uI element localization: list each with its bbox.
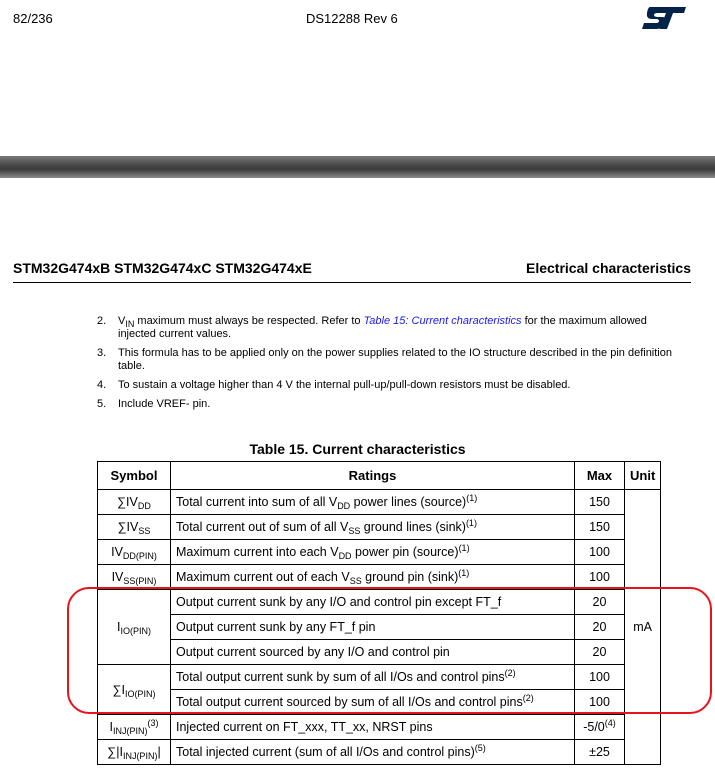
- current-characteristics-table: [97, 461, 661, 765]
- max-cell: 20: [575, 590, 625, 615]
- header-ratings: Ratings: [171, 462, 575, 490]
- header-max: Max: [575, 462, 625, 490]
- symbol-cell: $\sum I_{IO(PIN)}$: [98, 665, 171, 715]
- table-row: [98, 740, 661, 765]
- rating-cell: Total current out of sum of all $V_{SS}$ ground lines $(\sin k)^{(1)}$: [171, 515, 575, 540]
- max-cell: 150: [575, 490, 625, 515]
- table-row: [98, 665, 661, 690]
- max-cell: ±25: [575, 740, 625, 765]
- max-cell: -5/0$^{(4)}$: [575, 715, 625, 740]
- max-cell: 100: [575, 690, 625, 715]
- section-rule: [13, 282, 691, 283]
- max-cell: 100: [575, 565, 625, 590]
- page-divider-band: [0, 156, 715, 178]
- table-row: [98, 565, 661, 590]
- symbol-cell: $IV_{SS(PIN)}$: [98, 565, 171, 590]
- rating-cell: Injected current on FT_xxx, TT_xx, NRST pins: [171, 715, 575, 740]
- table-row: [98, 715, 661, 740]
- page-number: 82/236: [13, 11, 53, 26]
- table-15-link[interactable]: Table 15: Current characteristics: [363, 315, 522, 327]
- footnote: 3. This formula has to be applied only on the power supplies related to the IO structure described in the pin definition table.: [97, 347, 672, 372]
- table-row: [98, 640, 661, 665]
- table-header-row: [98, 462, 661, 490]
- symbol-cell: $IV_{DD(PIN)}$: [98, 540, 171, 565]
- st-logo: [640, 5, 688, 36]
- table-row: [98, 590, 661, 615]
- max-cell: 20: [575, 615, 625, 640]
- rating-cell: Output current sunk by any FT_f pin: [171, 615, 575, 640]
- footnotes: [97, 315, 687, 417]
- header-symbol: Symbol: [98, 462, 171, 490]
- table-row: [98, 515, 661, 540]
- symbol-cell: $\sum IV_{SS}$: [98, 515, 171, 540]
- table-row: [98, 615, 661, 640]
- max-cell: 20: [575, 640, 625, 665]
- symbol-cell: $I_{IO(PIN)}$: [98, 590, 171, 665]
- table-row: [98, 540, 661, 565]
- table-row: [98, 490, 661, 515]
- rating-cell: Output current sourced by any I/O and control pin: [171, 640, 575, 665]
- rating-cell: Total current into sum of all $V_{DD}$ power lines (source)$^{(1)}$: [171, 490, 575, 515]
- section-device-list: STM32G474xB STM32G474xC STM32G474xE: [13, 260, 312, 276]
- rating-cell: Maximum current into each $V_{DD}$ power pin (source)$^{(1)}$: [171, 540, 575, 565]
- max-cell: 100: [575, 665, 625, 690]
- page-header: [0, 0, 715, 40]
- unit-cell: mA: [625, 490, 661, 765]
- footnote: 5. Include VREF- pin.: [97, 398, 211, 410]
- section-title: Electrical characteristics: [526, 260, 691, 276]
- table-row: [98, 690, 661, 715]
- max-cell: 100: [575, 540, 625, 565]
- max-cell: 150: [575, 515, 625, 540]
- rating-cell: Total output current sunk by sum of all I/Os and control pins$^{(2)}$: [171, 665, 575, 690]
- table-title: Table 15. Current characteristics: [249, 441, 466, 457]
- footnote: 2. $V_{IN}$ maximum must always be respected. Refer to Table 15: Current characteristics for the maximum allowed injected current values.: [97, 315, 647, 340]
- rating-cell: Output current sunk by any I/O and control pin except FT_f: [171, 590, 575, 615]
- header-unit: Unit: [625, 462, 661, 490]
- symbol-cell: $I_{INJ(PIN)}^{(3)}$: [98, 715, 171, 740]
- symbol-cell: $\sum IV_{DD}$: [98, 490, 171, 515]
- rating-cell: Total output current sourced by sum of all I/Os and control pins$^{(2)}$: [171, 690, 575, 715]
- rating-cell: Total injected current (sum of all I/Os and control pins)$^{(5)}$: [171, 740, 575, 765]
- rating-cell: Maximum current out of each $V_{SS}$ ground pin $(\sin k)^{(1)}$: [171, 565, 575, 590]
- document-id: DS12288 Rev 6: [306, 11, 398, 26]
- symbol-cell: $\sum|I_{INJ(PIN)}|$: [98, 740, 171, 765]
- footnote: 4. To sustain a voltage higher than 4 V the internal pull-up/pull-down resistors must be disabled.: [97, 379, 571, 391]
